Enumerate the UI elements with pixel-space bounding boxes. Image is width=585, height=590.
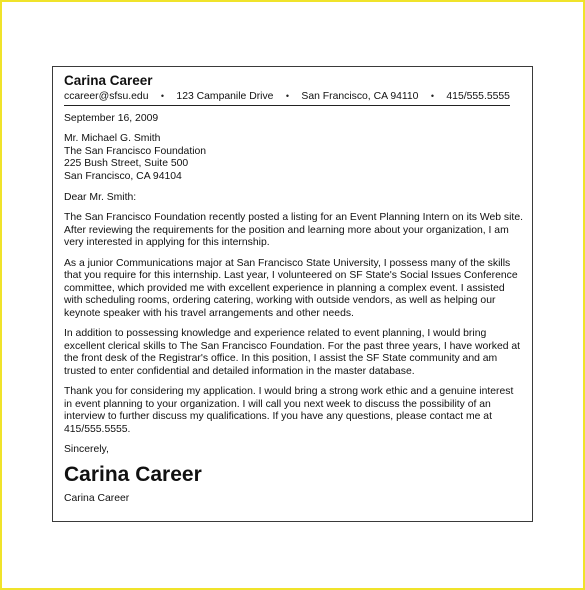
body-paragraph: The San Francisco Foundation recently posted a listing for an Event Planning Intern on its Web site. After reviewing the requirements for the position and learning more about your organization, I am very interested in applying for this internship. [64, 212, 523, 249]
bullet-separator: • [430, 91, 434, 101]
recipient-line: 225 Bush Street, Suite 500 [64, 158, 189, 170]
bullet-separator: • [160, 91, 165, 101]
sender-contact-line [64, 90, 510, 106]
letter-date: September 16, 2009 [64, 112, 159, 124]
recipient-line: The San Francisco Foundation [64, 145, 207, 157]
letter-content [64, 73, 524, 505]
recipient-address [64, 133, 524, 183]
bullet-separator: • [285, 91, 289, 101]
signature: Carina Career [64, 462, 202, 486]
salutation: Dear Mr. Smith: [64, 191, 137, 203]
recipient-line: Mr. Michael G. Smith [64, 133, 161, 145]
sender-name: Carina Career [64, 73, 153, 88]
body-paragraph: In addition to possessing knowledge and experience related to event planning, I would bring excellent clerical skills to The San Francisco Foundation. For the past three years, I have worked at the front desk of the Registrar's office. In this position, I assist the SF State community and am trusted to enter confidential and detailed information in the master database. [64, 328, 521, 377]
letter-document [52, 66, 533, 522]
sender-email: ccareer@sfsu.edu [64, 91, 149, 102]
closing: Sincerely, [64, 444, 109, 456]
sender-address: 123 Campanile Drive [176, 91, 274, 102]
body-paragraph: Thank you for considering my application. I would bring a strong work ethic and a genuine interest in event planning to your organization. I will call you next week to discuss the possibility of an interview to further discuss my qualifications. If you have any questions, please contact me at 415/555.5555. [64, 386, 514, 435]
recipient-line: San Francisco, CA 94104 [64, 170, 182, 182]
sender-city: San Francisco, CA 94110 [301, 91, 419, 102]
sender-phone: 415/555.5555 [446, 91, 510, 102]
typed-name: Carina Career [64, 492, 130, 504]
body-paragraph: As a junior Communications major at San Francisco State University, I possess many of the skills that you require for this internship. Last year, I volunteered on SF State's Social Issues Conference committee, which provided me with excellent experience in planning a complex event. I assisted with scheduling rooms, ordering catering, working with outside vendors, as well as helping our keynote speaker with his travel arrangements and other needs. [64, 257, 518, 319]
